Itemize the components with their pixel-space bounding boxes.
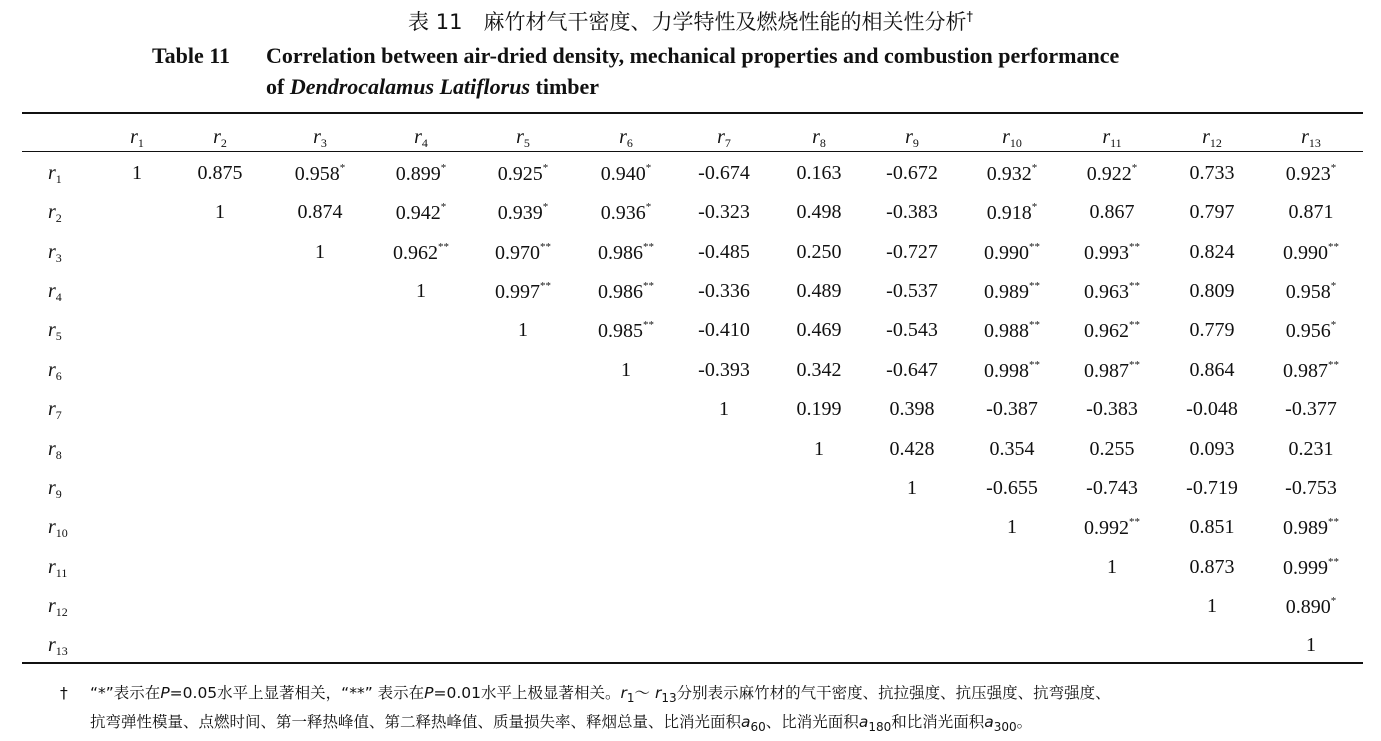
footnote-text: “*”表示在P=0.05水平上显著相关，“**” 表示在P=0.01水平上极显著相关。$r_1\sim$ $r_{13}$分别表示麻竹材的气干密度、抗拉强度、抗压强度、抗弯强度、 抗弯弹性模量、点燃时间、第一释热峰值、第二释热峰值、质量损失率、释烟总量、比消光面积$a_{60}$、比消光面积$a_{180}$和比消光面积$a_{300}$。 [90, 684, 1111, 734]
header-rule [22, 151, 1363, 152]
column-header: $r_1$ [130, 126, 144, 150]
table-cell: -0.485 [698, 241, 750, 263]
table-cell: 0.958* [1285, 280, 1337, 303]
table-cell: 0.250 [796, 241, 842, 263]
table-cell: -0.323 [698, 201, 750, 223]
species-name: Dendrocalamus Latiflorus [289, 74, 531, 99]
table-cell: 0.875 [197, 162, 243, 184]
column-header: $r_8$ [812, 126, 826, 150]
table-cell: 0.999** [1283, 556, 1339, 579]
table-cell: 0.956* [1285, 319, 1337, 342]
table-cell: 0.797 [1189, 201, 1235, 223]
row-label: $r_6$ [48, 359, 62, 383]
table-label: Table 11 [152, 43, 231, 68]
table-cell: 0.867 [1089, 201, 1135, 223]
table-cell: 0.936* [600, 201, 652, 224]
table-cell: -0.377 [1285, 398, 1337, 420]
row-label: $r_4$ [48, 280, 62, 304]
table-cell: 0.824 [1189, 241, 1235, 263]
table-cell: 0.342 [796, 359, 842, 381]
column-header: $r_2$ [213, 126, 227, 150]
row-label: $r_3$ [48, 241, 62, 265]
title-en-line1: Table 11 Correlation between air-dried density, mechanical properties and combustion performance [152, 40, 1272, 71]
table-cell: 0.231 [1288, 438, 1334, 460]
table-cell: 0.987** [1084, 359, 1140, 382]
table-cell: 0.779 [1189, 319, 1235, 341]
table-cell: 0.990** [1283, 241, 1339, 264]
table-cell: 0.962** [393, 241, 449, 264]
table-cell: 0.986** [598, 280, 654, 303]
column-header: $r_4$ [414, 126, 428, 150]
column-header: $r_{11}$ [1102, 126, 1122, 150]
table-cell: -0.410 [698, 319, 750, 341]
table-cell: 1 [315, 241, 325, 263]
table-cell: 0.489 [796, 280, 842, 302]
table-cell: 0.942* [395, 201, 447, 224]
row-label: $r_1$ [48, 162, 62, 186]
row-label: $r_{13}$ [48, 634, 68, 658]
table-cell: -0.672 [886, 162, 938, 184]
column-header: $r_7$ [717, 126, 731, 150]
column-header: $r_6$ [619, 126, 633, 150]
table-cell: -0.393 [698, 359, 750, 381]
table-title-en [152, 40, 1272, 102]
table-cell: 1 [215, 201, 225, 223]
table-cell: 1 [1107, 556, 1117, 578]
row-label: $r_{10}$ [48, 516, 68, 540]
table-cell: 0.997** [495, 280, 551, 303]
table-cell: 0.199 [796, 398, 842, 420]
table-cell: 0.989** [984, 280, 1040, 303]
table-cell: 1 [814, 438, 824, 460]
column-header: $r_9$ [905, 126, 919, 150]
table-cell: 0.939* [497, 201, 549, 224]
table-cell: 0.986** [598, 241, 654, 264]
row-label: $r_{12}$ [48, 595, 68, 619]
row-label: $r_8$ [48, 438, 62, 462]
table-cell: 0.990** [984, 241, 1040, 264]
table-cell: 0.987** [1283, 359, 1339, 382]
table-cell: 1 [907, 477, 917, 499]
table-cell: -0.387 [986, 398, 1038, 420]
table-cell: 0.985** [598, 319, 654, 342]
title-en-line2: of Dendrocalamus Latiflorus timber [266, 74, 600, 99]
row-label: $r_7$ [48, 398, 62, 422]
table-cell: 0.874 [297, 201, 343, 223]
table-cell: 0.992** [1084, 516, 1140, 539]
table-cell: 0.963** [1084, 280, 1140, 303]
table-cell: 1 [518, 319, 528, 341]
column-header: $r_{10}$ [1002, 126, 1022, 150]
table-cell: 0.970** [495, 241, 551, 264]
table-cell: 0.093 [1189, 438, 1235, 460]
column-header: $r_3$ [313, 126, 327, 150]
table-cell: 0.428 [889, 438, 935, 460]
row-label: $r_9$ [48, 477, 62, 501]
table-cell: 0.809 [1189, 280, 1235, 302]
table-cell: 0.354 [989, 438, 1035, 460]
table-cell: 0.989** [1283, 516, 1339, 539]
bottom-rule [22, 662, 1363, 664]
column-header: $r_{13}$ [1301, 126, 1321, 150]
table-cell: -0.655 [986, 477, 1038, 499]
table-cell: 0.940* [600, 162, 652, 185]
table-cell: 0.469 [796, 319, 842, 341]
table-cell: 1 [1306, 634, 1316, 656]
table-cell: 1 [1207, 595, 1217, 617]
table-cell: -0.727 [886, 241, 938, 263]
table-cell: 0.398 [889, 398, 935, 420]
table-cell: 0.988** [984, 319, 1040, 342]
table-cell: -0.543 [886, 319, 938, 341]
row-label: $r_5$ [48, 319, 62, 343]
table-cell: 0.958* [294, 162, 346, 185]
table-cell: 0.899* [395, 162, 447, 185]
table-cell: 0.890* [1285, 595, 1337, 618]
table-cell: -0.383 [886, 201, 938, 223]
table-cell: 0.163 [796, 162, 842, 184]
table-cell: 0.871 [1288, 201, 1334, 223]
table-cell: 0.851 [1189, 516, 1235, 538]
table-cell: -0.743 [1086, 477, 1138, 499]
table-cell: 1 [621, 359, 631, 381]
table-cell: 0.918* [986, 201, 1038, 224]
table-cell: -0.048 [1186, 398, 1238, 420]
column-header: $r_{12}$ [1202, 126, 1222, 150]
table-cell: 0.962** [1084, 319, 1140, 342]
table-cell: 0.255 [1089, 438, 1135, 460]
table-cell: -0.647 [886, 359, 938, 381]
row-label: $r_{11}$ [48, 556, 68, 580]
table-title-cn: 表 11 麻竹材气干密度、力学特性及燃烧性能的相关性分析† [408, 10, 973, 34]
footnote-mark: † [60, 684, 68, 702]
top-rule [22, 112, 1363, 114]
row-label: $r_2$ [48, 201, 62, 225]
table-cell: -0.336 [698, 280, 750, 302]
table-cell: 1 [416, 280, 426, 302]
dagger-mark: † [966, 10, 973, 25]
table-cell: 1 [719, 398, 729, 420]
table-cell: -0.719 [1186, 477, 1238, 499]
table-cell: 0.932* [986, 162, 1038, 185]
table-cell: -0.537 [886, 280, 938, 302]
table-cell: -0.753 [1285, 477, 1337, 499]
table-cell: 1 [1007, 516, 1017, 538]
table-cell: 0.873 [1189, 556, 1235, 578]
table-cell: 0.923* [1285, 162, 1337, 185]
table-cell: -0.674 [698, 162, 750, 184]
table-cell: 0.993** [1084, 241, 1140, 264]
table-cell: -0.383 [1086, 398, 1138, 420]
table-cell: 0.998** [984, 359, 1040, 382]
table-cell: 0.922* [1086, 162, 1138, 185]
table-cell: 0.925* [497, 162, 549, 185]
table-cell: 0.733 [1189, 162, 1235, 184]
table-cell: 0.864 [1189, 359, 1235, 381]
table-cell: 0.498 [796, 201, 842, 223]
table-cell: 1 [132, 162, 142, 184]
column-header: $r_5$ [516, 126, 530, 150]
